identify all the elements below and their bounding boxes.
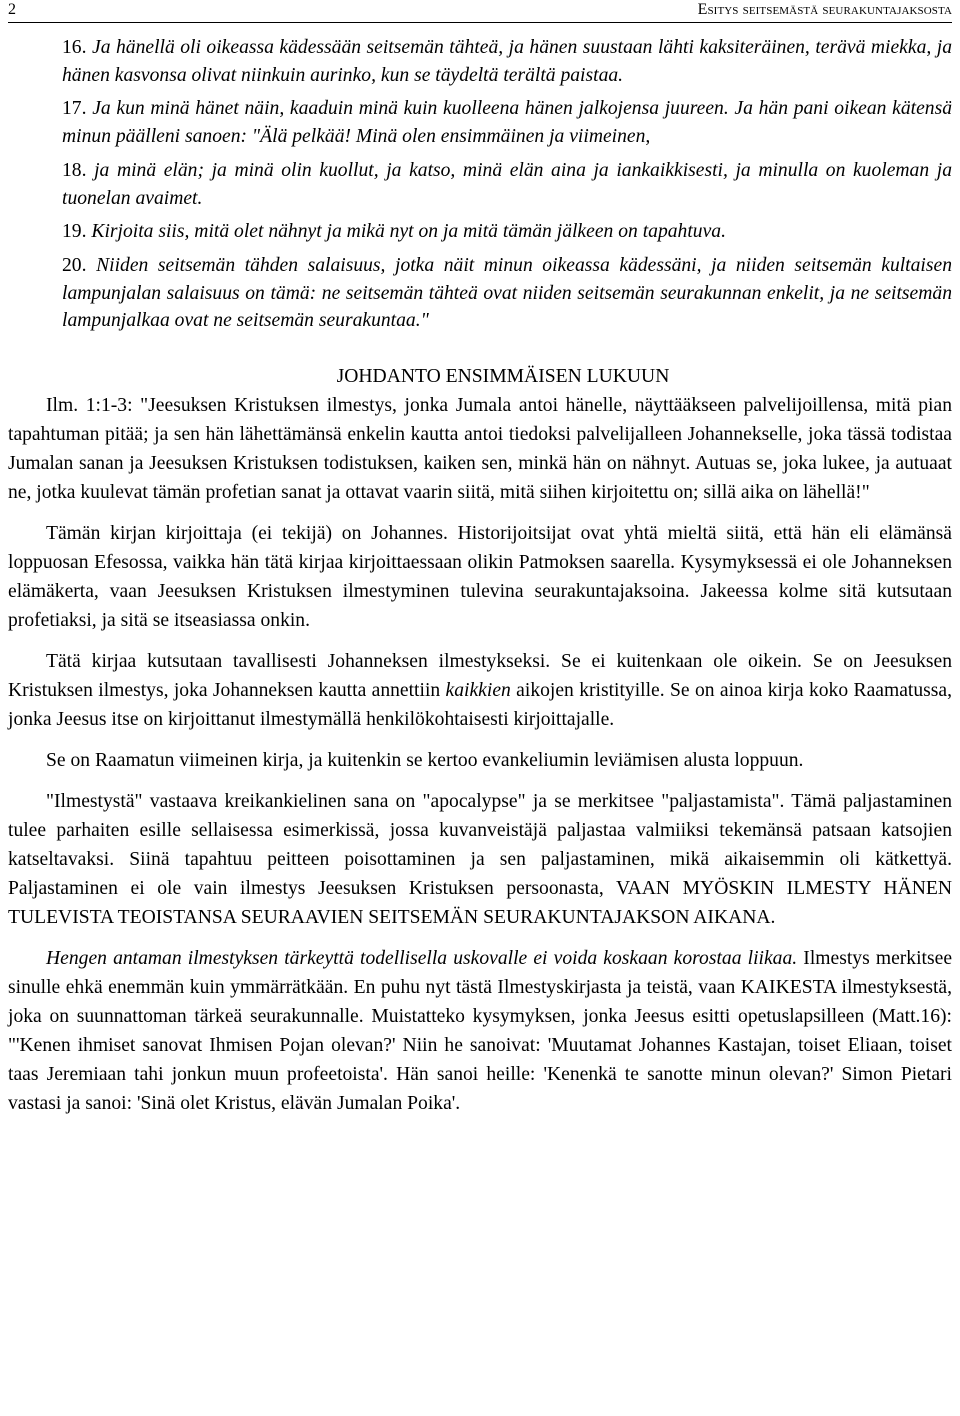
paragraph-last-book: Se on Raamatun viimeinen kirja, ja kuitenkin se kertoo evankeliumin leviämisen alusta loppuun. [46,750,804,772]
verse-17 [62,95,952,150]
verse-number: 20. [62,254,87,276]
verse-19 [62,218,952,246]
running-title: Esitys seitsemästä seurakuntajaksosta [697,1,952,18]
emphasis-text: kaikkien [445,680,511,702]
verse-16 [62,34,952,89]
paragraph-title-explanation [8,647,952,734]
paragraph-revelation-importance [8,944,952,1118]
verse-text: Ja hänellä oli oikeassa kädessään seitsemän tähteä, ja hänen suustaan lähti kaksiteräinen, terävä miekka, ja hänen kasvonsa olivat niinkuin aurinko, kun se täydeltä terältä paistaa. [62,37,952,86]
emphasis-text: Hengen antaman ilmestyksen tärkeyttä todellisella uskovalle ei voida koskaan korostaa liikaa. [46,948,798,970]
verse-20 [62,252,952,335]
scripture-quote-block [8,34,952,335]
verse-number: 16. [62,37,87,58]
verse-number: 17. [62,98,87,120]
verse-number: 18. [62,159,87,181]
paragraph-apocalypse: "Ilmestystä" vastaava kreikankielinen sana on "apocalypse" ja se merkitsee "paljastamista". Tämä paljastaminen tulee parhaiten esille sellaisessa esimerkissä, jossa kuvanveistäjä paljastaa valmiiksi tekemänsä patsaan katsojien katseltavaksi. Siinä tapahtuu peitteen poisottaminen ja sen paljastaminen, mikä aikaisemmin oli kätkettyä. Paljastaminen ei ole vain ilmestys Jeesuksen Kristuksen persoonasta, VAAN MYÖSKIN ILMESTY HÄNEN TULEVISTA TEOISTANSA SEURAAVIEN SEITSEMÄN SEURAKUNTAJAKSON AIKANA. [8,791,952,929]
verse-text: Kirjoita siis, mitä olet nähnyt ja mikä nyt on ja mitä tämän jälkeen on tapahtuva. [91,221,726,243]
paragraph-text: Tätä kirjaa kutsutaan tavallisesti Johanneksen ilmestykseksi. Se ei kuitenkaan ole oikein. Se on Jeesuksen Kristuksen ilmestys, joka Johanneksen kautta annettiin [8,651,952,702]
paragraph-text: Ilmestys merkitsee sinulle ehkä enemmän kuin ymmärrätkään. En puhu nyt tästä Ilmestyskirjasta ja teistä, vaan KAIKESTA ilmestyksestä, joka on suunnattoman tärkeä seurakunnalle. Muistatteko kysymyksen, jonka Jeesus esitti opetuslapsilleen (Matt.16): "'Kenen ihmiset sanovat Ihmisen Pojan olevan?' Niin he sanoivat: 'Muutamat Johannes Kastajan, toiset Eliaan, toiset taas Jeremiaan tahi jonkun muun profeetoista'. Hän sanoi heille: 'Kenenkä te sanotte minun olevan?' Simon Pietari vastasi ja sanoi: 'Sinä olet Kristus, elävän Jumalan Poika'. [8,948,953,1115]
paragraph-intro-quote: Ilm. 1:1-3: "Jeesuksen Kristuksen ilmestys, jonka Jumala antoi hänelle, näyttääkseen palvelijoillensa, mitä pian tapahtuman pitää; ja sen hän lähettämänsä enkelin kautta antoi tiedoksi palvelijalleen Johannekselle, joka tässä todistaa Jumalan sanan ja Jeesuksen Kristuksen todistuksen, kaiken sen, minkä hän on nähnyt. Autuas se, joka lukee, ja autuaat ne, jotka kuulevat tämän profetian sanat ja ottavat vaarin siitä, mitä siihen kirjoitettu on; sillä aika on lähellä!" [8,395,952,504]
paragraph-text: aikojen kristityille. Se on ainoa kirja koko Raamatussa, jonka Jeesus itse on kirjoittanut ilmestymällä henkilökohtaisesti kirjoittajalle. [8,680,952,731]
verse-number: 19. [62,221,87,243]
page-number: 2 [8,1,16,18]
page-header [8,0,952,23]
chapter-heading [8,363,952,391]
document-page [8,0,952,1130]
verse-text: Ja kun minä hänet näin, kaaduin minä kuin kuolleena hänen jalkojensa juureen. Ja hän pani oikean kätensä minun päälleni sanoen: "Älä pelkää! Minä olen ensimmäinen ja viimeinen, [62,98,952,148]
verse-18 [62,157,952,212]
verse-text: Niiden seitsemän tähden salaisuus, jotka näit minun oikeassa kädessäni, ja niiden seitsemän kultaisen lampunjalan salaisuus on tämä: ne seitsemän tähteä ovat niiden seitsemän seurakunnan enkelit, ja ne seitsemän lampunjalkaa ovat ne seitsemän seurakuntaa." [62,254,952,332]
paragraph-author: Tämän kirjan kirjoittaja (ei tekijä) on Johannes. Historijoitsijat ovat yhtä mieltä siitä, että hän eli elämänsä loppuosan Efesossa, vaikka hän tätä kirjaa kirjoittaessaan olikin Patmoksen saarella. Kysymyksessä ei ole Johanneksen elämäkerta, vaan Jeesuksen Kristuksen ilmestyminen tulevina seurakuntajaksoina. Jakeessa kolme sitä kutsutaan profetiaksi, ja sitä se itseasiassa onkin. [8,523,952,632]
chapter-heading-text: JOHDANTO ENSIMMÄISEN LUKUUN [336,366,670,388]
verse-text: ja minä elän; ja minä olin kuollut, ja katso, minä elän aina ja iankaikkisesti, ja minulla on kuoleman ja tuonelan avaimet. [62,159,952,209]
